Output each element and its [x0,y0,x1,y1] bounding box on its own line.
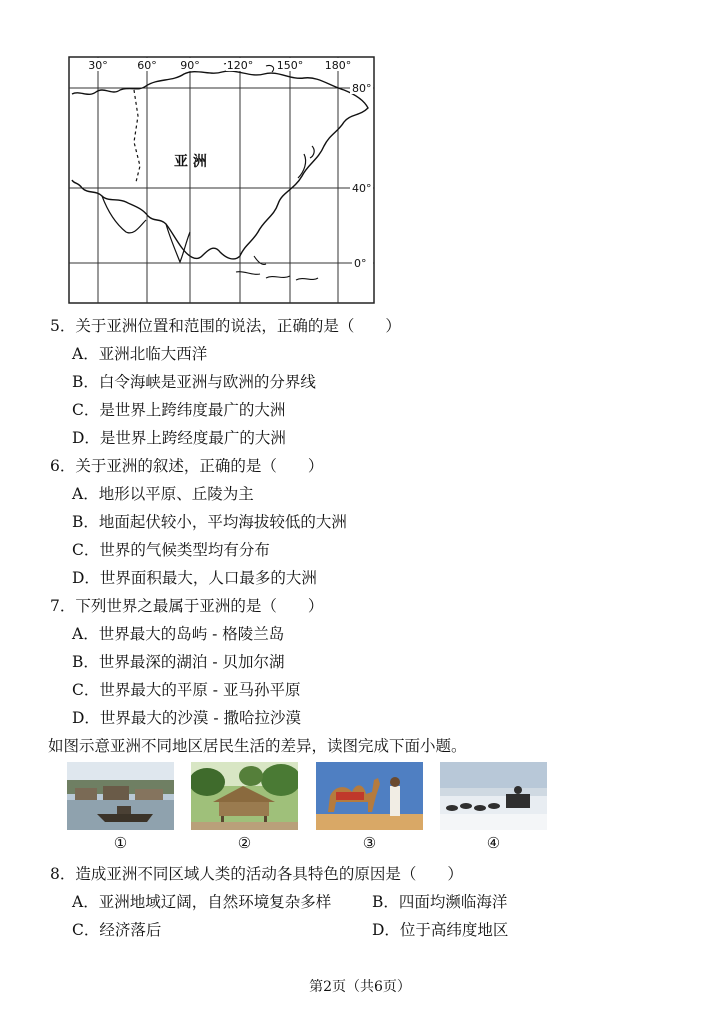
question-5-option-c[interactable]: C．是世界上跨纬度最广的大洲 [72,401,286,419]
lat-label: 40° [352,182,372,195]
lon-label: 180° [324,59,352,72]
photo-1-stilt-village [67,762,174,830]
photo-3-camel-desert [316,762,423,830]
asia-map [68,56,380,308]
question-8-option-d[interactable]: D．位于高纬度地区 [372,921,509,939]
question-6-option-a[interactable]: A．地形以平原、丘陵为主 [72,485,254,503]
question-5-stem: 5．关于亚洲位置和范围的说法，正确的是（ ） [50,317,401,335]
question-7-option-a[interactable]: A．世界最大的岛屿 - 格陵兰岛 [72,625,285,643]
question-6-stem: 6．关于亚洲的叙述，正确的是（ ） [50,457,324,475]
question-6-option-d[interactable]: D．世界面积最大，人口最多的大洲 [72,569,317,587]
question-7-option-b[interactable]: B．世界最深的湖泊 - 贝加尔湖 [72,653,285,671]
question-6-option-b[interactable]: B．地面起伏较小，平均海拔较低的大洲 [72,513,347,531]
question-8-option-a[interactable]: A．亚洲地域辽阔，自然环境复杂多样 [72,893,332,911]
page-footer: 第2页（共6页） [309,979,411,995]
lon-label: 30° [88,59,108,72]
question-5-option-d[interactable]: D．是世界上跨经度最广的大洲 [72,429,286,447]
question-8-option-c[interactable]: C．经济落后 [72,921,162,939]
lon-label: 120° [226,59,254,72]
question-6-option-c[interactable]: C．世界的气候类型均有分布 [72,541,270,559]
photo-4-dog-sled [440,762,547,830]
asia-map-figure [68,56,380,308]
lon-label: 90° [180,59,200,72]
question-7-option-c[interactable]: C．世界最大的平原 - 亚马孙平原 [72,681,301,699]
question-7-stem: 7．下列世界之最属于亚洲的是（ ） [50,597,324,615]
lat-label: 0° [354,257,367,270]
lon-label: 60° [137,59,157,72]
photo-caption-4: ④ [486,834,501,852]
question-5-option-a[interactable]: A．亚洲北临大西洋 [72,345,208,363]
photo-caption-1: ① [113,834,128,852]
photo-caption-3: ③ [362,834,377,852]
photo-caption-2: ② [237,834,252,852]
photo-intro-text: 如图示意亚洲不同地区居民生活的差异，读图完成下面小题。 [48,737,467,755]
question-8-stem: 8．造成亚洲不同区域人类的活动各具特色的原因是（ ） [50,865,463,883]
question-8-option-b[interactable]: B．四面均濒临海洋 [372,893,508,911]
lat-label: 80° [352,82,372,95]
question-7-option-d[interactable]: D．世界最大的沙漠 - 撒哈拉沙漠 [72,709,302,727]
photo-2-thatched-house [191,762,298,830]
lon-label: 150° [276,59,304,72]
question-5-option-b[interactable]: B．白令海峡是亚洲与欧洲的分界线 [72,373,316,391]
asia-label: 亚 洲 [174,154,207,170]
